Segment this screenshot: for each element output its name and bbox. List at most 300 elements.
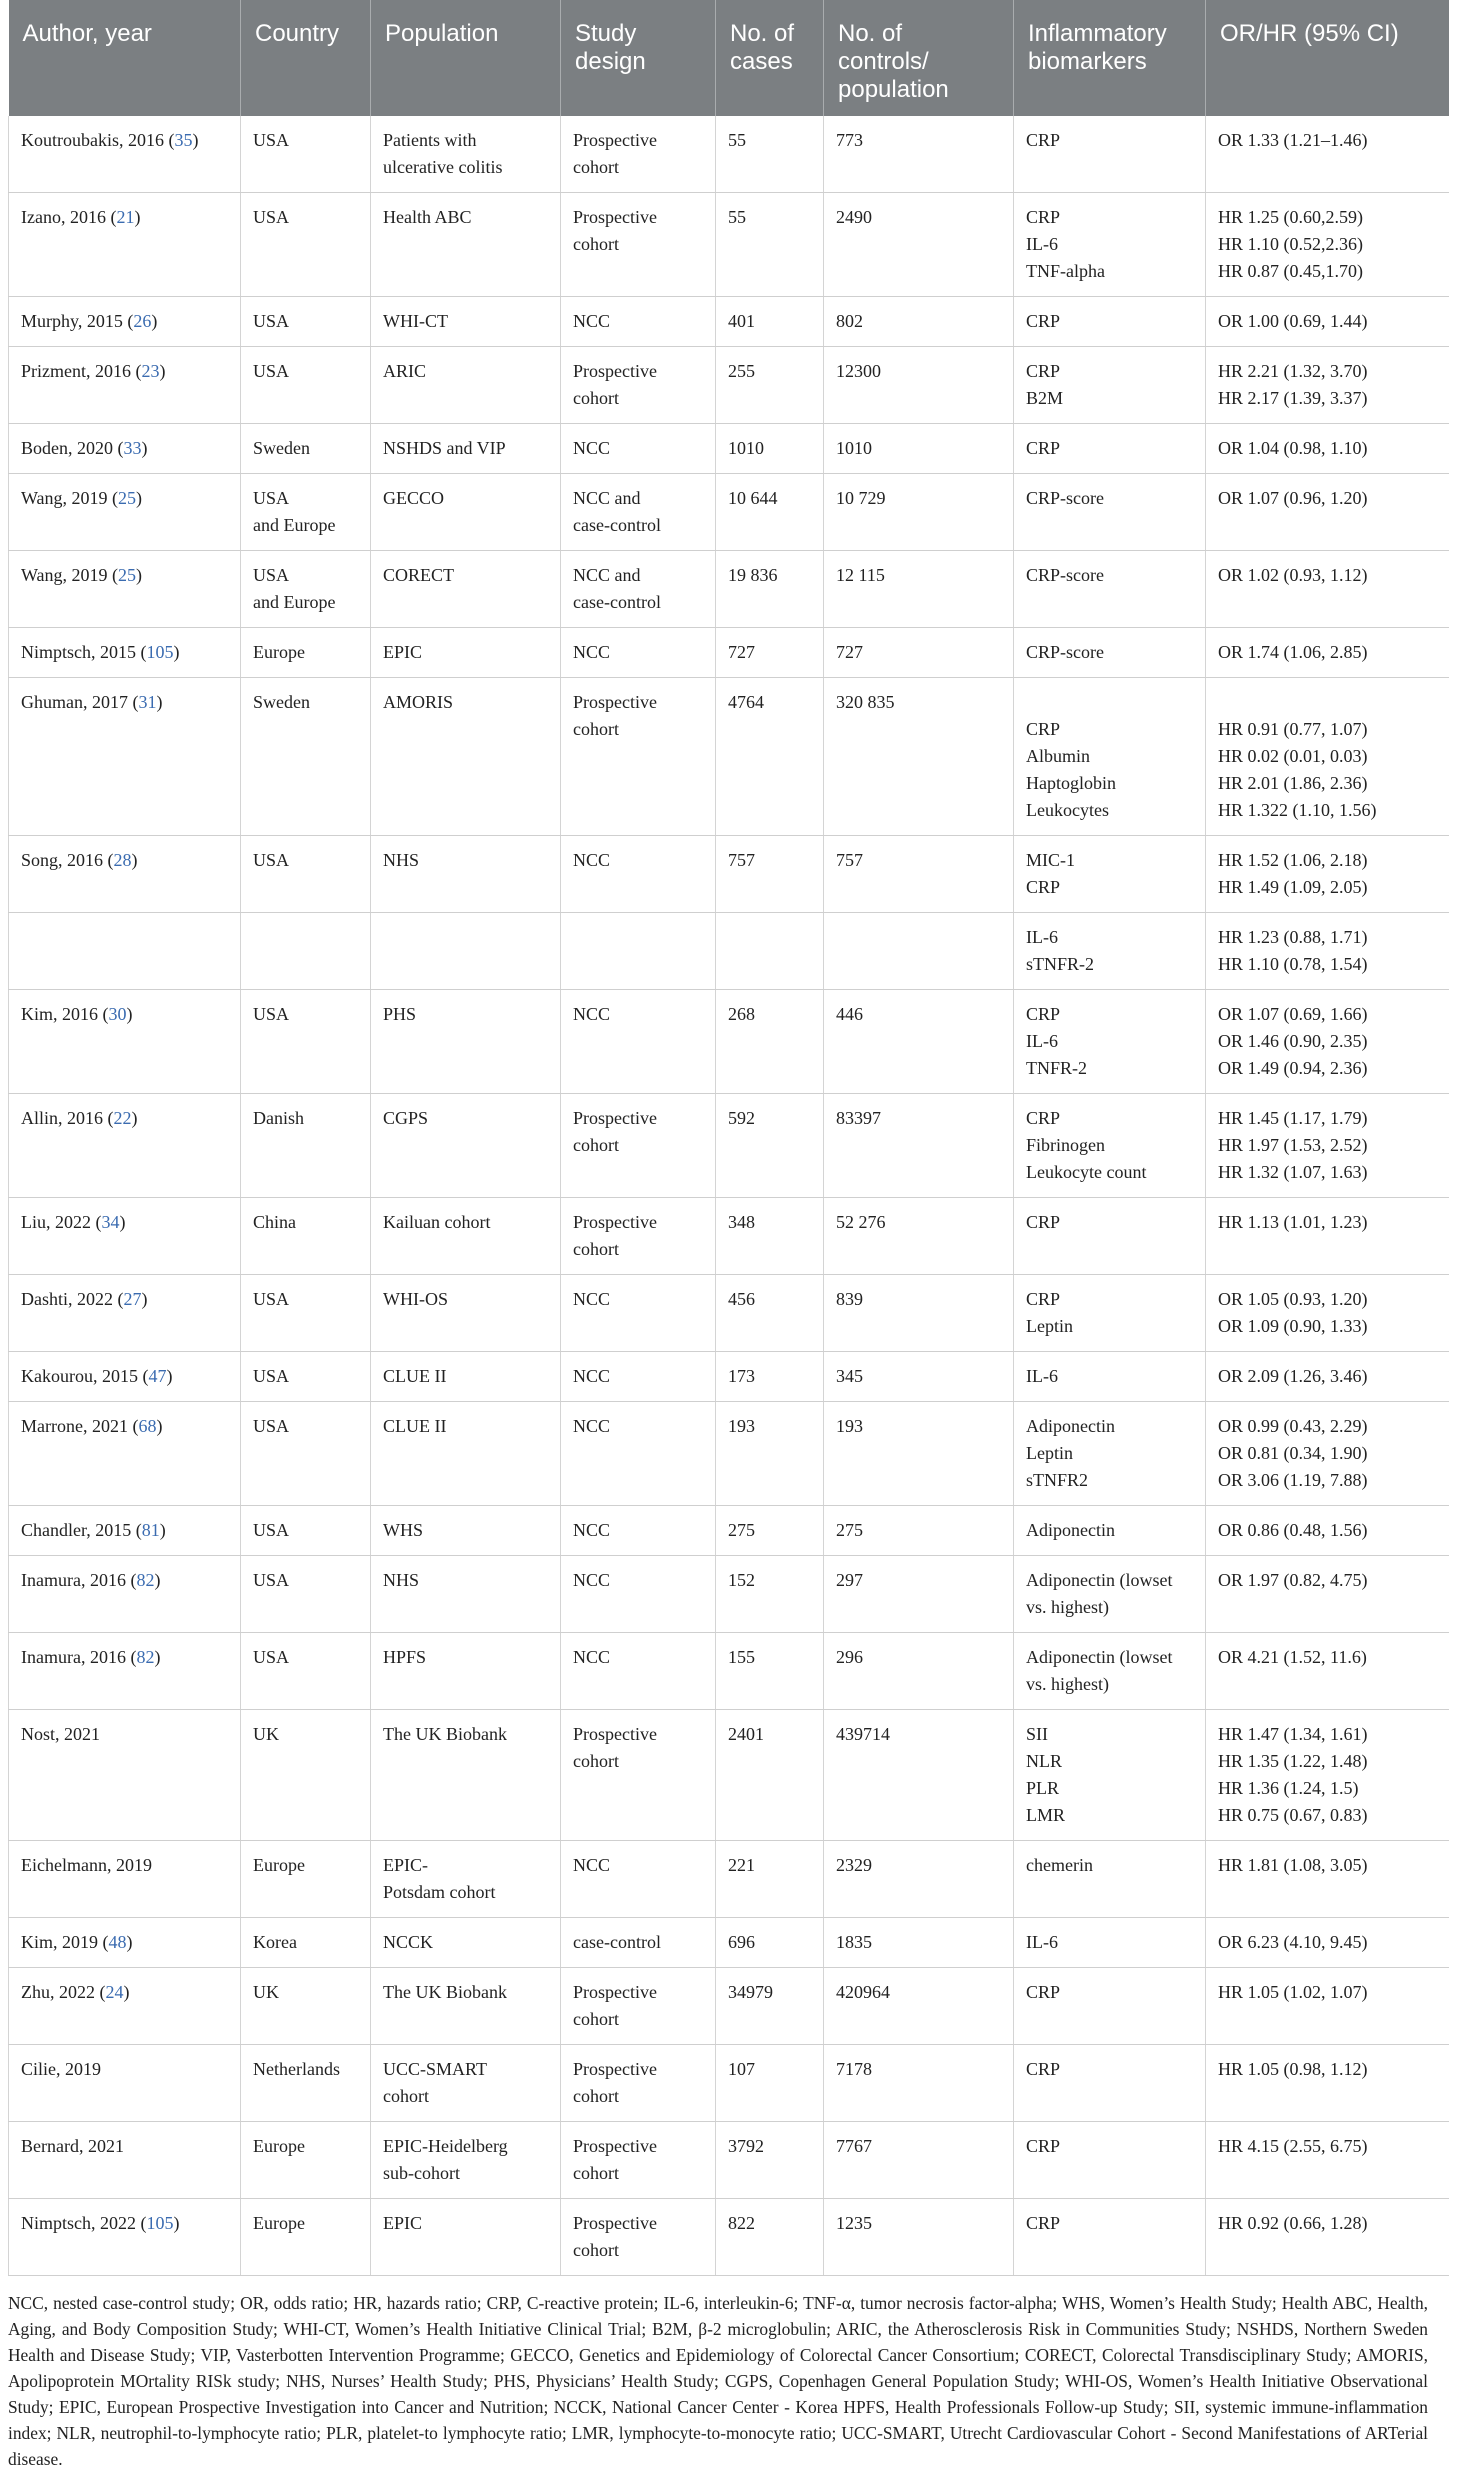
study-design-cell (561, 678, 716, 836)
author-text: Kim, 2019 ( (21, 1932, 109, 1952)
study-design-text: Prospective (573, 692, 657, 712)
biomarkers-cell (1014, 551, 1206, 628)
country-text: Sweden (253, 692, 310, 712)
controls-cell: 193 (824, 1402, 1014, 1506)
study-design-text: cohort (573, 2009, 619, 2029)
population-text (383, 924, 552, 951)
cases-cell: 348 (716, 1198, 824, 1275)
estimate-text: OR 4.21 (1.52, 11.6) (1218, 1647, 1367, 1667)
biomarkers-cell (1014, 1198, 1206, 1275)
study-design-text: NCC (573, 642, 611, 662)
biomarkers-cell (1014, 424, 1206, 474)
population-cell (371, 1198, 561, 1275)
biomarker-text: CRP (1026, 438, 1061, 458)
estimate-text: HR 1.05 (0.98, 1.12) (1218, 2059, 1368, 2079)
study-design-header (561, 0, 716, 116)
estimate-text: HR 1.97 (1.53, 2.52) (1218, 1135, 1368, 1155)
biomarker-text: sTNFR-2 (1026, 954, 1095, 974)
cases-cell: 3792 (716, 2122, 824, 2199)
reference-link[interactable]: 30 (108, 1004, 127, 1024)
author-text: Eichelmann, 2019 (21, 1855, 152, 1875)
country-text: Sweden (253, 438, 310, 458)
controls-cell: 275 (824, 1506, 1014, 1556)
table-row (9, 1841, 1449, 1918)
controls-cell: 727 (824, 628, 1014, 678)
or-hr-cell (1206, 1633, 1449, 1710)
country-text: Europe (253, 1855, 305, 1875)
biomarker-text: sTNFR2 (1026, 1470, 1089, 1490)
author-cell: Boden, 2020 (33) (9, 424, 241, 474)
biomarkers-cell (1014, 913, 1206, 990)
biomarker-text: PLR (1026, 1778, 1060, 1798)
study-design-text: Prospective (573, 2213, 657, 2233)
table-row (9, 1556, 1449, 1633)
biomarkers-cell (1014, 2199, 1206, 2276)
country-cell (241, 913, 371, 990)
biomarkers-cell (1014, 1633, 1206, 1710)
study-design-text: Prospective (573, 1724, 657, 1744)
biomarker-text: SII (1026, 1724, 1048, 1744)
estimate-text: HR 1.32 (1.07, 1.63) (1218, 1162, 1368, 1182)
population-text: Patients with (383, 130, 477, 150)
controls-cell: 12 115 (824, 551, 1014, 628)
controls-cell: 757 (824, 836, 1014, 913)
author-text: Bernard, 2021 (21, 2136, 124, 2156)
table-row (9, 551, 1449, 628)
author-text: Allin, 2016 ( (21, 1108, 114, 1128)
population-text: AMORIS (383, 692, 454, 712)
population-cell (371, 347, 561, 424)
biomarkers-cell (1014, 193, 1206, 297)
table-row (9, 1402, 1449, 1506)
country-header (241, 0, 371, 116)
author-cell: Allin, 2016 (22) (9, 1094, 241, 1198)
biomarker-text: B2M (1026, 388, 1064, 408)
biomarkers-cell (1014, 2122, 1206, 2199)
reference-link[interactable]: 105 (146, 2213, 174, 2233)
table-footnote: NCC, nested case-control study; OR, odds ratio; HR, hazards ratio; CRP, C-reactive protein; IL-6, interleukin-6; TNF-α, tumor necrosis factor-alpha; WHS, Women’s Health Study; Health ABC, Health, Aging, and Body Composition Study; WHI-CT, Women’s Health Initiative Clinical Trial; B2M, β-2 microglobulin; ARIC, the Atherosclerosis Risk in Communities Study; NSHDS, Northern Sweden Health and Disease Study; VIP, Vasterbotten Intervention Programme; GECCO, Genetics and Epidemiology of Colorectal Cancer Consortium; CORECT, Colorectal Transdisciplinary Study; AMORIS, Apolipoprotein MOrtality RISk study; NHS, Nurses’ Health Study; PHS, Physicians’ Health Study; CGPS, Copenhagen General Population Study; WHI-OS, Women’s Health Initiative Observational Study; EPIC, European Prospective Investigation into Cancer and Nutrition; NCCK, National Cancer Center - Korea HPFS, Health Professionals Follow-up Study; SII, systemic immune-inflammation index; NLR, neutrophil-to-lymphocyte ratio; PLR, platelet-to lymphocyte ratio; LMR, lymphocyte-to-monocyte ratio; UCC-SMART, Utrecht Cardiovascular Cohort - Second Manifestations of ARTerial disease. (8, 2293, 1428, 2469)
or-hr-cell (1206, 1198, 1449, 1275)
biomarker-text: CRP (1026, 361, 1061, 381)
table-row (9, 913, 1449, 990)
cases-cell: 4764 (716, 678, 824, 836)
population-text: cohort (383, 2086, 429, 2106)
country-cell (241, 1710, 371, 1841)
table-header (9, 0, 1449, 116)
table-row (9, 1275, 1449, 1352)
controls-cell: 297 (824, 1556, 1014, 1633)
header-row (9, 0, 1449, 116)
population-text: EPIC-Heidelberg (383, 2136, 508, 2156)
or-hr-cell (1206, 1918, 1449, 1968)
reference-link[interactable]: 68 (138, 1416, 157, 1436)
or-hr-cell (1206, 1506, 1449, 1556)
biomarkers-cell (1014, 628, 1206, 678)
or-hr-cell (1206, 1275, 1449, 1352)
biomarkers-cell (1014, 678, 1206, 836)
table-row (9, 1094, 1449, 1198)
cases-cell: 19 836 (716, 551, 824, 628)
study-design-text: NCC (573, 1366, 611, 1386)
population-text: The UK Biobank (383, 1982, 507, 2002)
author-cell (9, 913, 241, 990)
reference-link[interactable]: 23 (141, 361, 160, 381)
estimate-text: HR 0.91 (0.77, 1.07) (1218, 719, 1368, 739)
or-hr-cell (1206, 836, 1449, 913)
reference-link[interactable]: 81 (141, 1520, 160, 1540)
table-body (9, 116, 1449, 2276)
country-text: USA (253, 488, 290, 508)
biomarker-text: CRP (1026, 311, 1061, 331)
author-text: Nimptsch, 2015 ( (21, 642, 147, 662)
estimate-text: OR 1.97 (0.82, 4.75) (1218, 1570, 1368, 1590)
biomarker-text: CRP (1026, 2136, 1061, 2156)
population-cell (371, 424, 561, 474)
biomarker-text: IL-6 (1026, 1031, 1058, 1051)
table-row (9, 1352, 1449, 1402)
population-text: ARIC (383, 361, 427, 381)
population-cell (371, 1402, 561, 1506)
or-hr-cell (1206, 1352, 1449, 1402)
or-hr-cell (1206, 1841, 1449, 1918)
table-row (9, 2045, 1449, 2122)
country-cell (241, 1094, 371, 1198)
or-hr-cell (1206, 1556, 1449, 1633)
biomarker-text: CRP (1026, 207, 1061, 227)
population-text: Health ABC (383, 207, 472, 227)
estimate-text: HR 1.25 (0.60,2.59) (1218, 207, 1363, 227)
header-label: Inflammatory (1028, 20, 1167, 47)
population-text: Kailuan cohort (383, 1212, 491, 1232)
controls-cell: 773 (824, 116, 1014, 193)
estimate-text: HR 1.36 (1.24, 1.5) (1218, 1778, 1359, 1798)
study-design-text: Prospective (573, 1212, 657, 1232)
cases-cell: 107 (716, 2045, 824, 2122)
author-text: Prizment, 2016 ( (21, 361, 142, 381)
study-design-cell (561, 628, 716, 678)
reference-link[interactable]: 82 (136, 1647, 155, 1667)
estimate-text: OR 2.09 (1.26, 3.46) (1218, 1366, 1368, 1386)
author-cell (9, 2045, 241, 2122)
country-cell (241, 990, 371, 1094)
author-cell: Inamura, 2016 (82) (9, 1556, 241, 1633)
controls-cell: 83397 (824, 1094, 1014, 1198)
study-design-text: cohort (573, 2163, 619, 2183)
study-design-cell (561, 2199, 716, 2276)
biomarker-text: Haptoglobin (1026, 773, 1116, 793)
study-design-text: case-control (573, 1932, 661, 1952)
biomarker-text: CRP (1026, 130, 1061, 150)
population-text: NSHDS and VIP (383, 438, 506, 458)
or-hr-cell (1206, 628, 1449, 678)
country-text: USA (253, 1520, 290, 1540)
author-cell (9, 1710, 241, 1841)
biomarkers-cell (1014, 1841, 1206, 1918)
estimate-text: OR 1.05 (0.93, 1.20) (1218, 1289, 1368, 1309)
population-cell (371, 1352, 561, 1402)
cases-cell: 55 (716, 116, 824, 193)
biomarker-text: CRP (1026, 719, 1061, 739)
biomarker-text: Albumin (1026, 746, 1091, 766)
study-design-cell (561, 1710, 716, 1841)
biomarker-text: NLR (1026, 1751, 1062, 1771)
population-text: HPFS (383, 1647, 427, 1667)
table-row (9, 1506, 1449, 1556)
reference-link[interactable]: 24 (105, 1982, 124, 2002)
estimate-text: HR 0.87 (0.45,1.70) (1218, 261, 1363, 281)
reference-link[interactable]: 105 (146, 642, 174, 662)
study-design-text: cohort (573, 1135, 619, 1155)
cases-cell: 2401 (716, 1710, 824, 1841)
table-row (9, 347, 1449, 424)
study-design-text: cohort (573, 2086, 619, 2106)
controls-cell: 7178 (824, 2045, 1014, 2122)
controls-cell: 1835 (824, 1918, 1014, 1968)
population-text: CGPS (383, 1108, 429, 1128)
study-design-cell (561, 1968, 716, 2045)
biomarker-text: CRP (1026, 2213, 1061, 2233)
population-cell (371, 990, 561, 1094)
cases-cell: 155 (716, 1633, 824, 1710)
country-text: USA (253, 1289, 290, 1309)
biomarkers-cell (1014, 836, 1206, 913)
header-label: No. of (838, 20, 903, 47)
biomarker-text: CRP-score (1026, 488, 1104, 508)
header-label: Study (575, 20, 637, 47)
or-hr-cell (1206, 297, 1449, 347)
biomarker-text: vs. highest) (1026, 1597, 1109, 1617)
cases-cell: 1010 (716, 424, 824, 474)
estimate-text: HR 1.52 (1.06, 2.18) (1218, 850, 1368, 870)
country-text: USA (253, 311, 290, 331)
population-cell (371, 297, 561, 347)
author-cell (9, 1841, 241, 1918)
author-cell: Nimptsch, 2022 (105) (9, 2199, 241, 2276)
controls-cell (824, 913, 1014, 990)
population-text: CLUE II (383, 1416, 447, 1436)
estimate-text: OR 1.00 (0.69, 1.44) (1218, 311, 1368, 331)
country-cell (241, 2045, 371, 2122)
header-label: Population (385, 20, 499, 47)
estimate-text: OR 0.99 (0.43, 2.29) (1218, 1416, 1368, 1436)
study-design-text: NCC and (573, 565, 641, 585)
country-cell (241, 678, 371, 836)
cases-cell: 173 (716, 1352, 824, 1402)
study-design-text: NCC (573, 1570, 611, 1590)
or-hr-cell (1206, 424, 1449, 474)
biomarkers-cell (1014, 1556, 1206, 1633)
country-cell (241, 474, 371, 551)
population-cell (371, 1275, 561, 1352)
cases-cell: 55 (716, 193, 824, 297)
country-cell (241, 1198, 371, 1275)
author-text: Song, 2016 ( (21, 850, 114, 870)
biomarker-text: IL-6 (1026, 1932, 1058, 1952)
country-text: Korea (253, 1932, 297, 1952)
reference-link[interactable]: 48 (108, 1932, 127, 1952)
study-design-cell (561, 347, 716, 424)
author-cell: Murphy, 2015 (26) (9, 297, 241, 347)
study-design-text: NCC (573, 1520, 611, 1540)
reference-link[interactable]: 22 (113, 1108, 132, 1128)
or-hr-cell (1206, 2122, 1449, 2199)
population-cell (371, 2122, 561, 2199)
population-cell (371, 116, 561, 193)
controls-cell: 345 (824, 1352, 1014, 1402)
or-hr-cell (1206, 2199, 1449, 2276)
population-cell (371, 1968, 561, 2045)
table-row (9, 474, 1449, 551)
cases-cell: 221 (716, 1841, 824, 1918)
study-design-text: NCC (573, 1416, 611, 1436)
controls-cell: 439714 (824, 1710, 1014, 1841)
cases-cell: 34979 (716, 1968, 824, 2045)
estimate-text: HR 0.75 (0.67, 0.83) (1218, 1805, 1368, 1825)
biomarkers-cell (1014, 1094, 1206, 1198)
reference-link[interactable]: 21 (116, 207, 135, 227)
study-design-cell (561, 2122, 716, 2199)
population-text: UCC-SMART (383, 2059, 487, 2079)
author-cell: Liu, 2022 (34) (9, 1198, 241, 1275)
cases-cell: 10 644 (716, 474, 824, 551)
biomarker-text: Leukocyte count (1026, 1162, 1147, 1182)
country-text: USA (253, 1004, 290, 1024)
estimate-text: OR 1.07 (0.96, 1.20) (1218, 488, 1368, 508)
reference-link[interactable]: 28 (113, 850, 132, 870)
biomarker-text: Leptin (1026, 1443, 1073, 1463)
reference-link[interactable]: 82 (136, 1570, 155, 1590)
country-cell (241, 1841, 371, 1918)
country-text: and Europe (253, 515, 336, 535)
study-design-cell (561, 2045, 716, 2122)
author-text: Chandler, 2015 ( (21, 1520, 142, 1540)
table-row (9, 297, 1449, 347)
reference-link[interactable]: 25 (118, 488, 137, 508)
biomarker-text: CRP (1026, 2059, 1061, 2079)
table-row (9, 1968, 1449, 2045)
study-design-text: case-control (573, 592, 661, 612)
population-cell (371, 1710, 561, 1841)
study-design-cell (561, 551, 716, 628)
country-cell (241, 551, 371, 628)
estimate-text: OR 1.07 (0.69, 1.66) (1218, 1004, 1368, 1024)
author-cell: Wang, 2019 (25) (9, 551, 241, 628)
country-text: USA (253, 1416, 290, 1436)
biomarker-text: chemerin (1026, 1855, 1093, 1875)
study-design-text: NCC and (573, 488, 641, 508)
study-design-text: cohort (573, 234, 619, 254)
author-text: Murphy, 2015 ( (21, 311, 134, 331)
country-text: Europe (253, 642, 305, 662)
reference-link[interactable]: 47 (148, 1366, 167, 1386)
country-text: USA (253, 361, 290, 381)
author-cell: Dashti, 2022 (27) (9, 1275, 241, 1352)
or-hr-cell (1206, 116, 1449, 193)
country-text: USA (253, 130, 290, 150)
author-cell: Wang, 2019 (25) (9, 474, 241, 551)
author-text: Marrone, 2021 ( (21, 1416, 139, 1436)
biomarker-text: MIC-1 (1026, 850, 1075, 870)
population-text: EPIC (383, 2213, 423, 2233)
author-text: Zhu, 2022 ( (21, 1982, 106, 2002)
controls-cell: 12300 (824, 347, 1014, 424)
population-cell (371, 836, 561, 913)
controls-header (824, 0, 1014, 116)
reference-link[interactable]: 35 (174, 130, 193, 150)
author-text: Inamura, 2016 ( (21, 1570, 137, 1590)
population-cell (371, 1633, 561, 1710)
estimate-text: HR 1.47 (1.34, 1.61) (1218, 1724, 1368, 1744)
country-cell (241, 836, 371, 913)
study-design-cell (561, 836, 716, 913)
reference-link[interactable]: 27 (123, 1289, 142, 1309)
population-cell (371, 1918, 561, 1968)
biomarker-text (1026, 689, 1197, 716)
estimate-text: HR 2.17 (1.39, 3.37) (1218, 388, 1368, 408)
study-design-cell (561, 1352, 716, 1402)
or-hr-cell (1206, 1968, 1449, 2045)
country-text: USA (253, 207, 290, 227)
controls-cell: 320 835 (824, 678, 1014, 836)
biomarkers-cell (1014, 1352, 1206, 1402)
or-hr-cell (1206, 678, 1449, 836)
study-design-text: Prospective (573, 1108, 657, 1128)
estimate-text: OR 0.86 (0.48, 1.56) (1218, 1520, 1368, 1540)
reference-link[interactable]: 26 (133, 311, 152, 331)
population-text: CORECT (383, 565, 455, 585)
or-hr-cell (1206, 551, 1449, 628)
author-text: Nost, 2021 (21, 1724, 101, 1744)
header-label: Country (255, 20, 340, 47)
population-text: WHS (383, 1520, 423, 1540)
or-hr-cell (1206, 2045, 1449, 2122)
estimate-text: HR 1.45 (1.17, 1.79) (1218, 1108, 1368, 1128)
reference-link[interactable]: 25 (118, 565, 137, 585)
table-row (9, 1633, 1449, 1710)
study-design-text: Prospective (573, 2059, 657, 2079)
country-text: Netherlands (253, 2059, 340, 2079)
estimate-text: OR 1.02 (0.93, 1.12) (1218, 565, 1368, 585)
table-row (9, 2122, 1449, 2199)
study-design-text: NCC (573, 1004, 611, 1024)
study-design-text (573, 924, 707, 951)
study-design-text: Prospective (573, 130, 657, 150)
author-text: Boden, 2020 ( (21, 438, 124, 458)
population-text: PHS (383, 1004, 417, 1024)
estimate-text: OR 6.23 (4.10, 9.45) (1218, 1932, 1368, 1952)
reference-link[interactable]: 31 (138, 692, 157, 712)
study-design-cell (561, 1402, 716, 1506)
study-design-text: Prospective (573, 361, 657, 381)
biomarkers-cell (1014, 116, 1206, 193)
cases-cell: 193 (716, 1402, 824, 1506)
reference-link[interactable]: 34 (101, 1212, 120, 1232)
or-hr-header (1206, 0, 1449, 116)
estimate-text: HR 0.92 (0.66, 1.28) (1218, 2213, 1368, 2233)
population-text: NHS (383, 1570, 420, 1590)
biomarkers-cell (1014, 990, 1206, 1094)
study-design-text: cohort (573, 157, 619, 177)
author-text: Kim, 2016 ( (21, 1004, 109, 1024)
country-cell (241, 424, 371, 474)
population-text: WHI-CT (383, 311, 448, 331)
controls-cell: 1235 (824, 2199, 1014, 2276)
biomarkers-header (1014, 0, 1206, 116)
population-cell (371, 628, 561, 678)
country-cell (241, 193, 371, 297)
reference-link[interactable]: 33 (123, 438, 142, 458)
country-text: Europe (253, 2213, 305, 2233)
